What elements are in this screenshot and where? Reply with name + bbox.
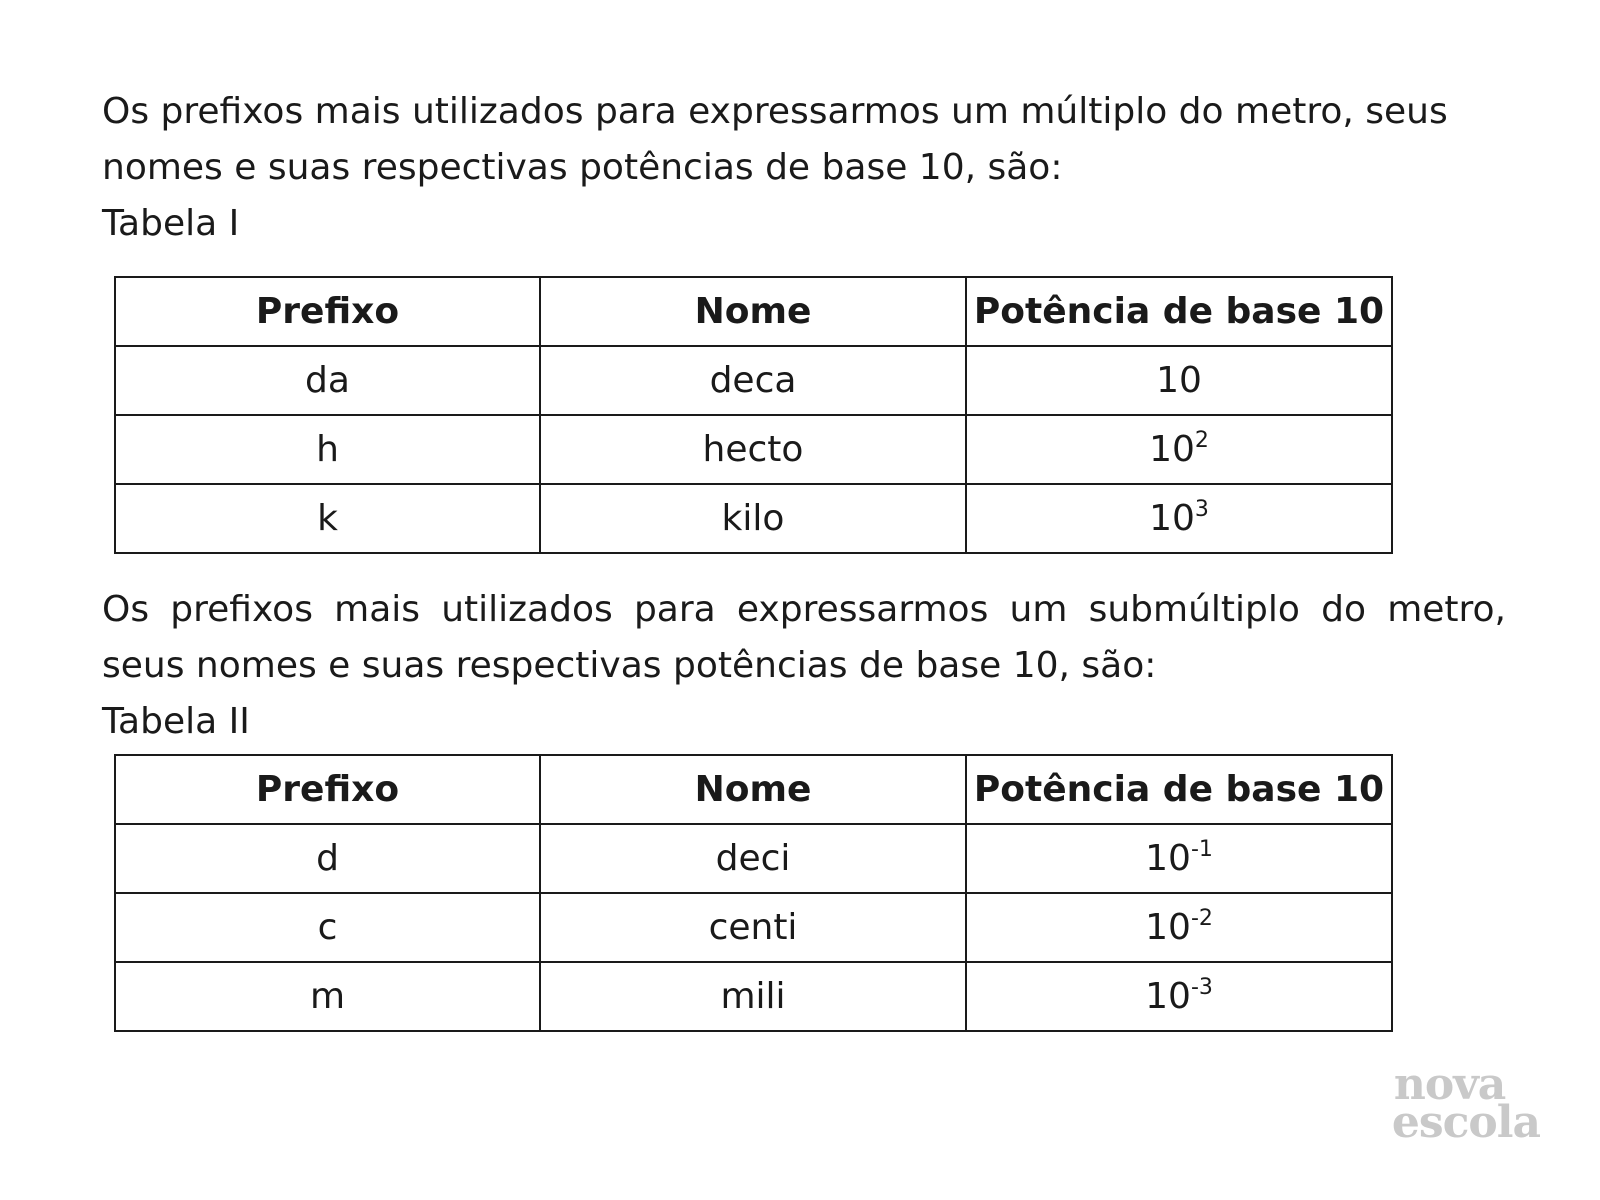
cell-power: [966, 824, 1392, 893]
submultiples-table: [114, 754, 1393, 1032]
table-caption-2: Tabela II: [102, 701, 250, 742]
cell-prefix: k: [115, 484, 540, 553]
cell-name: kilo: [540, 484, 966, 553]
header-power: Potência de base 10: [966, 755, 1392, 824]
table-caption-1: Tabela I: [102, 203, 240, 244]
cell-prefix: c: [115, 893, 540, 962]
power-base: 10: [1145, 838, 1191, 879]
power-base: 10: [1145, 907, 1191, 948]
cell-prefix: h: [115, 415, 540, 484]
power-base: 10: [1156, 360, 1202, 401]
table-header-row: [115, 755, 1392, 824]
cell-power: [966, 484, 1392, 553]
cell-power: [966, 346, 1392, 415]
power-base: 10: [1149, 498, 1195, 539]
multiples-table: [114, 276, 1393, 554]
cell-prefix: d: [115, 824, 540, 893]
logo-line-2: escola: [1391, 1097, 1540, 1148]
power-exponent: 3: [1194, 497, 1209, 522]
header-prefix: Prefixo: [115, 755, 540, 824]
header-name: Nome: [540, 755, 966, 824]
table-row: [115, 415, 1392, 484]
intro-paragraph-multiples: Os prefixos mais utilizados para expressarmos um múltiplo do metro, seus nomes e suas respectivas potências de base 10, são:: [102, 91, 1448, 188]
power-exponent: 2: [1194, 428, 1209, 453]
table-row: [115, 824, 1392, 893]
intro-paragraph-submultiples: Os prefixos mais utilizados para expressarmos um submúltiplo do metro, seus nomes e suas respectivas potências de base 10, são:: [102, 589, 1506, 686]
cell-name: hecto: [540, 415, 966, 484]
table-row: [115, 484, 1392, 553]
power-exponent: -3: [1190, 975, 1213, 1000]
cell-name: deca: [540, 346, 966, 415]
table-header-row: [115, 277, 1392, 346]
cell-name: centi: [540, 893, 966, 962]
logo-line-1: nova: [1393, 1059, 1506, 1110]
table-row: [115, 893, 1392, 962]
header-prefix: Prefixo: [115, 277, 540, 346]
power-base: 10: [1149, 429, 1195, 470]
header-name: Nome: [540, 277, 966, 346]
header-power: Potência de base 10: [966, 277, 1392, 346]
power-base: 10: [1145, 976, 1191, 1017]
power-exponent: -1: [1190, 837, 1213, 862]
power-exponent: -2: [1190, 906, 1213, 931]
cell-power: [966, 893, 1392, 962]
cell-name: mili: [540, 962, 966, 1031]
cell-power: [966, 962, 1392, 1031]
table-row: [115, 346, 1392, 415]
cell-prefix: m: [115, 962, 540, 1031]
table-row: [115, 962, 1392, 1031]
nova-escola-logo: [1391, 1059, 1540, 1148]
cell-prefix: da: [115, 346, 540, 415]
cell-name: deci: [540, 824, 966, 893]
cell-power: [966, 415, 1392, 484]
